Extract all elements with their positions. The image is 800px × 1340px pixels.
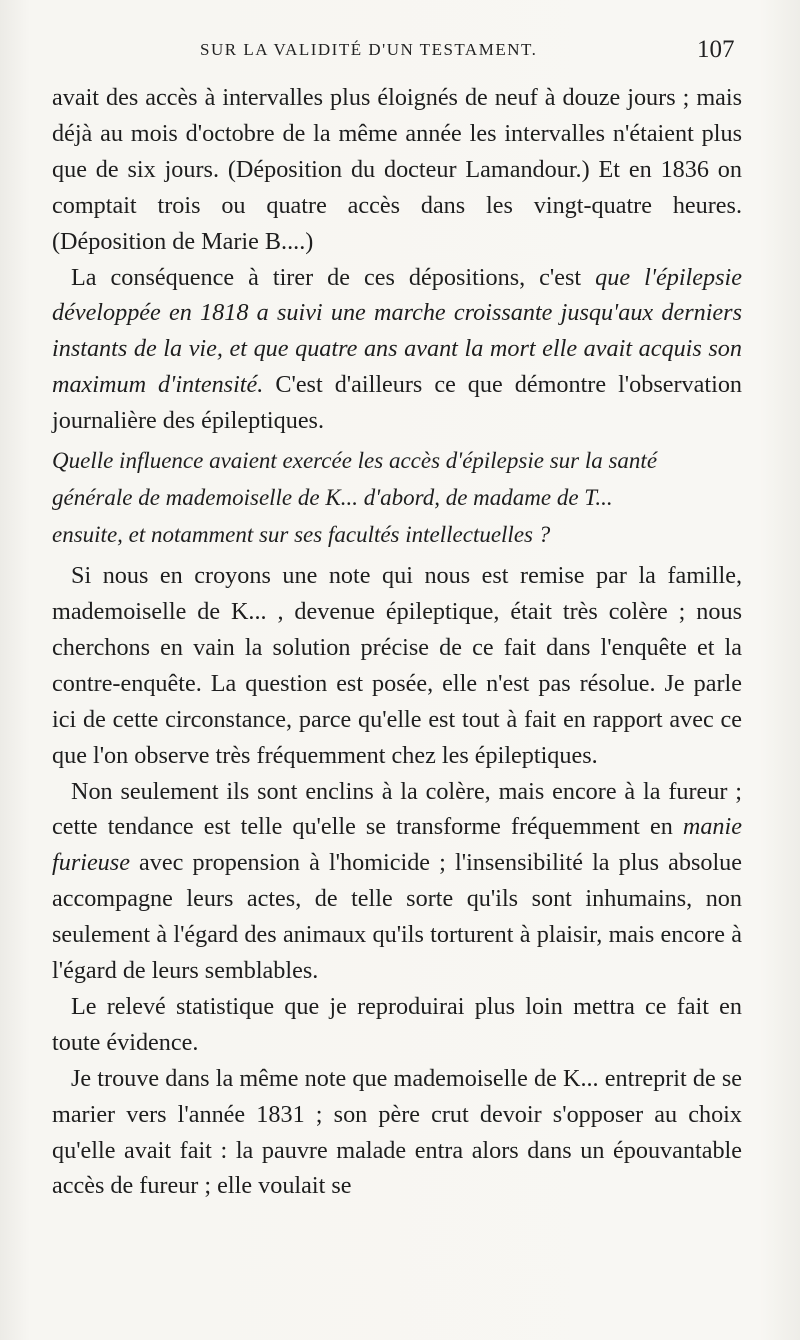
section-heading-line-1: Quelle influence avaient exercée les accès d'épilepsie sur la santé bbox=[52, 448, 658, 474]
page-number: 107 bbox=[697, 36, 735, 63]
section-heading-line-3: ensuite, et notamment sur ses facultés intellectuelles ? bbox=[52, 522, 551, 548]
page-body bbox=[52, 80, 742, 1204]
section-heading-line-2: générale de mademoiselle de K... d'abord, de madame de T... bbox=[52, 485, 613, 511]
paragraph-5: Le relevé statistique que je reproduirai plus loin mettra ce fait en toute évidence. bbox=[52, 992, 742, 1056]
paragraph-2-italic: que l'épilepsie développée en 1818 a suivi une marche croissante jusqu'aux derniers instants de la vie, et que quatre ans avant la mort elle avait acquis son maximum d'intensité. bbox=[52, 263, 742, 399]
paragraph-4-end: avec propension à l'homicide ; l'insensibilité la plus absolue accompagne leurs actes, de telle sorte qu'ils sont inhumains, non seulement à l'égard des animaux qu'ils torturent à plaisir, mais encore à l'égard de leurs semblables. bbox=[52, 849, 742, 985]
paragraph-4 bbox=[52, 774, 742, 989]
running-head: SUR LA VALIDITÉ D'UN TESTAMENT. bbox=[200, 40, 538, 59]
paragraph-6: Je trouve dans la même note que mademoiselle de K... entreprit de se marier vers l'année 1831 ; son père crut devoir s'opposer au choix qu'elle avait fait : la pauvre malade entra alors dans un épouvantable accès de fureur ; elle voulait se bbox=[52, 1064, 742, 1200]
paragraph-4-start: Non seulement ils sont enclins à la colère, mais encore à la fureur ; cette tendance est telle qu'elle se transforme fréquemment en bbox=[52, 777, 742, 841]
paragraph-2-end: C'est d'ailleurs ce que démontre l'observation journalière des épileptiques. bbox=[52, 371, 743, 435]
section-heading bbox=[52, 442, 742, 553]
paragraph-1: avait des accès à intervalles plus éloignés de neuf à douze jours ; mais déjà au mois d'octobre de la même année les intervalles n'étaient plus que de six jours. (Déposition du docteur Lamandour.) Et en 1836 on comptait trois ou quatre accès dans les vingt-quatre heures. (Déposition de Marie B....) bbox=[52, 84, 742, 255]
paragraph-4-italic: manie furieuse bbox=[52, 813, 742, 877]
paragraph-3: Si nous en croyons une note qui nous est remise par la famille, mademoiselle de K... , devenue épileptique, était très colère ; nous cherchons en vain la solution précise de ce fait dans l'enquête et la contre-enquête. La question est posée, elle n'est pas résolue. Je parle ici de cette circonstance, parce qu'elle est tout à fait en rapport avec ce que l'on observe très fréquemment chez les épileptiques. bbox=[52, 562, 742, 769]
paragraph-2-start: La conséquence à tirer de ces dépositions, c'est bbox=[71, 263, 596, 291]
paragraph-2 bbox=[52, 260, 742, 440]
